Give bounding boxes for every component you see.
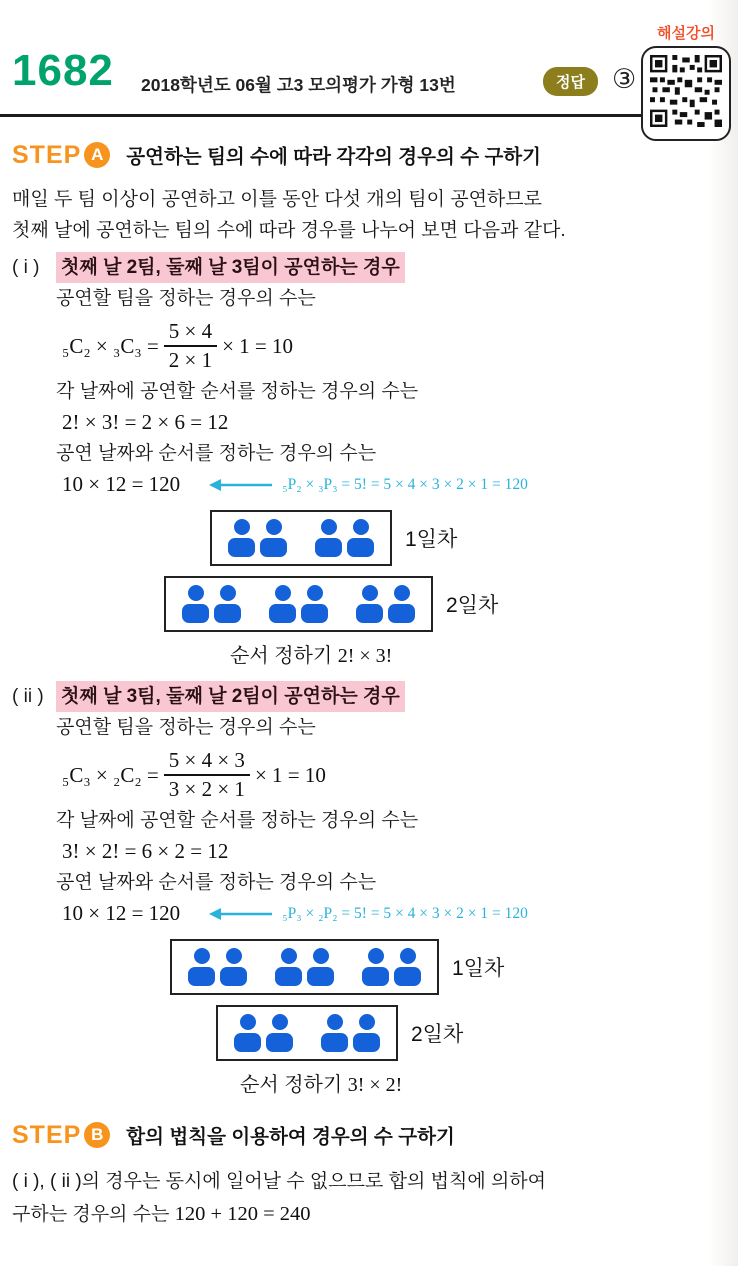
person-icon <box>182 585 209 623</box>
case-1-heading-row <box>12 252 726 283</box>
fraction-numerator: 5 × 4 <box>164 319 217 347</box>
fraction <box>164 748 250 802</box>
day1-team-box <box>210 510 392 566</box>
person-icon <box>347 519 374 557</box>
diagram-row-day2 <box>216 1005 726 1061</box>
team-pair <box>188 948 247 986</box>
case-1-order-line: 각 날짜에 공연할 순서를 정하는 경우의 수는 <box>56 381 419 402</box>
person-icon <box>353 1014 380 1052</box>
fraction-denominator: 3 × 2 × 1 <box>168 777 245 801</box>
person-icon <box>321 1014 348 1052</box>
step-a-circle-icon: A <box>84 142 110 168</box>
diagram-row-day2 <box>164 576 726 632</box>
step-b-heading <box>12 1120 726 1150</box>
case-1-teams-line: 공연할 팀을 정하는 경우의 수는 <box>56 288 316 309</box>
case-1-marker: ( i ) <box>12 257 40 278</box>
team-pair <box>315 519 374 557</box>
qr-code-icon <box>650 55 722 127</box>
day1-label: 1일차 <box>452 957 505 980</box>
team-pair <box>356 585 415 623</box>
person-icon <box>266 1014 293 1052</box>
case-2-factorial-formula: 3! × 2! = 6 × 2 = 12 <box>62 839 229 863</box>
case-2-heading: 첫째 날 3팀, 둘째 날 2팀이 공연하는 경우 <box>56 681 405 712</box>
intro-paragraph <box>12 184 726 246</box>
person-icon <box>269 585 296 623</box>
diagram-2-caption <box>240 1068 726 1096</box>
case-2-total-formula: 10 × 12 = 120 <box>62 901 181 925</box>
answer-badge: 정답 <box>543 67 598 96</box>
team-pair <box>269 585 328 623</box>
caption-math: 3! × 2! <box>347 1074 403 1096</box>
case-2-marker: ( ii ) <box>12 686 44 707</box>
header-divider <box>0 114 648 117</box>
case-1-total-line: 공연 날짜와 순서를 정하는 경우의 수는 <box>56 443 377 464</box>
team-pair <box>228 519 287 557</box>
person-icon <box>315 519 342 557</box>
person-icon <box>301 585 328 623</box>
person-icon <box>394 948 421 986</box>
person-icon <box>388 585 415 623</box>
fraction <box>164 319 217 373</box>
day2-label: 2일차 <box>411 1023 464 1046</box>
team-pair <box>182 585 241 623</box>
conclusion-line <box>12 1198 726 1231</box>
step-a-word: STEP <box>12 140 82 169</box>
case-2-total-line: 공연 날짜와 순서를 정하는 경우의 수는 <box>56 872 377 893</box>
conclusion-paragraph <box>12 1166 726 1231</box>
problem-number: 1682 <box>12 46 114 95</box>
step-b-word: STEP <box>12 1120 82 1149</box>
day2-label: 2일차 <box>446 594 499 617</box>
case-2-body <box>56 712 726 929</box>
formula-suffix: × 1 = 10 <box>222 333 294 358</box>
person-icon <box>188 948 215 986</box>
team-pair <box>275 948 334 986</box>
case-2-teams-line: 공연할 팀을 정하는 경우의 수는 <box>56 717 316 738</box>
intro-line: 매일 두 팀 이상이 공연하고 이틀 동안 다섯 개의 팀이 공연하므로 <box>12 189 542 210</box>
left-arrow-icon <box>208 478 272 492</box>
formula-suffix: × 1 = 10 <box>254 762 326 787</box>
team-pair <box>234 1014 293 1052</box>
step-a-title: 공연하는 팀의 수에 따라 각각의 경우의 수 구하기 <box>126 146 541 168</box>
case-1-combination-formula <box>62 318 726 374</box>
caption-korean: 순서 정하기 <box>230 645 333 667</box>
person-icon <box>362 948 389 986</box>
day2-team-box <box>216 1005 398 1061</box>
person-icon <box>356 585 383 623</box>
day2-team-box <box>164 576 433 632</box>
left-arrow-icon <box>208 907 272 921</box>
case-1-body <box>56 283 726 500</box>
case-1-total-row <box>62 469 726 500</box>
person-icon <box>220 948 247 986</box>
intro-line: 첫째 날에 공연하는 팀의 수에 따라 경우를 나누어 보면 다음과 같다. <box>12 220 566 241</box>
day1-label: 1일차 <box>405 528 458 551</box>
case-1-heading: 첫째 날 2팀, 둘째 날 3팀이 공연하는 경우 <box>56 252 405 283</box>
header <box>0 0 738 122</box>
diagram-row-day1 <box>210 510 726 566</box>
team-pair <box>362 948 421 986</box>
case-1-factorial-formula: 2! × 3! = 2 × 6 = 12 <box>62 410 229 434</box>
answer-value: ③ <box>612 64 637 94</box>
person-icon <box>260 519 287 557</box>
conclusion-line: ( i ), ( ii )의 경우는 동시에 일어날 수 없으므로 합의 법칙에 의하여 <box>12 1171 547 1192</box>
person-icon <box>307 948 334 986</box>
conclusion-prefix: 구하는 경우의 수는 <box>12 1204 170 1225</box>
formula-prefix: ₅C₃ × ₂C₂ = <box>62 762 159 787</box>
formula-prefix: ₅C₂ × ₃C₃ = <box>62 333 159 358</box>
step-b-title: 합의 법칙을 이용하여 경우의 수 구하기 <box>126 1126 455 1148</box>
person-icon <box>228 519 255 557</box>
case-2 <box>12 681 726 1096</box>
solution-body <box>0 140 738 1231</box>
lecture-qr-block <box>638 22 734 141</box>
case-1 <box>12 252 726 667</box>
fraction-numerator: 5 × 4 × 3 <box>164 748 250 776</box>
fraction-denominator: 2 × 1 <box>168 348 213 372</box>
case-2-total-row <box>62 898 726 929</box>
problem-source: 2018학년도 06월 고3 모의평가 가형 13번 <box>141 75 456 95</box>
step-b-circle-icon: B <box>84 1122 110 1148</box>
person-icon <box>214 585 241 623</box>
case-1-total-formula: 10 × 12 = 120 <box>62 472 181 496</box>
caption-math: 2! × 3! <box>337 645 393 667</box>
case-2-permutation-note: ₅P₃ × ₂P₂ = 5! = 5 × 4 × 3 × 2 × 1 = 120 <box>282 904 528 922</box>
case-2-order-line: 각 날짜에 공연할 순서를 정하는 경우의 수는 <box>56 810 419 831</box>
diagram-row-day1 <box>170 939 726 995</box>
case-2-combination-formula <box>62 747 726 803</box>
case-2-heading-row <box>12 681 726 712</box>
conclusion-sum-formula: 120 + 120 = 240 <box>174 1203 311 1225</box>
case-1-diagram <box>12 510 726 667</box>
case-2-diagram <box>12 939 726 1096</box>
person-icon <box>234 1014 261 1052</box>
qr-card <box>641 46 731 141</box>
diagram-1-caption <box>230 639 726 667</box>
caption-korean: 순서 정하기 <box>240 1074 343 1096</box>
step-a-heading <box>12 140 726 170</box>
qr-label: 해설강의 <box>657 25 715 42</box>
person-icon <box>275 948 302 986</box>
case-1-permutation-note: ₅P₂ × ₃P₃ = 5! = 5 × 4 × 3 × 2 × 1 = 120 <box>282 475 528 493</box>
team-pair <box>321 1014 380 1052</box>
day1-team-box <box>170 939 439 995</box>
